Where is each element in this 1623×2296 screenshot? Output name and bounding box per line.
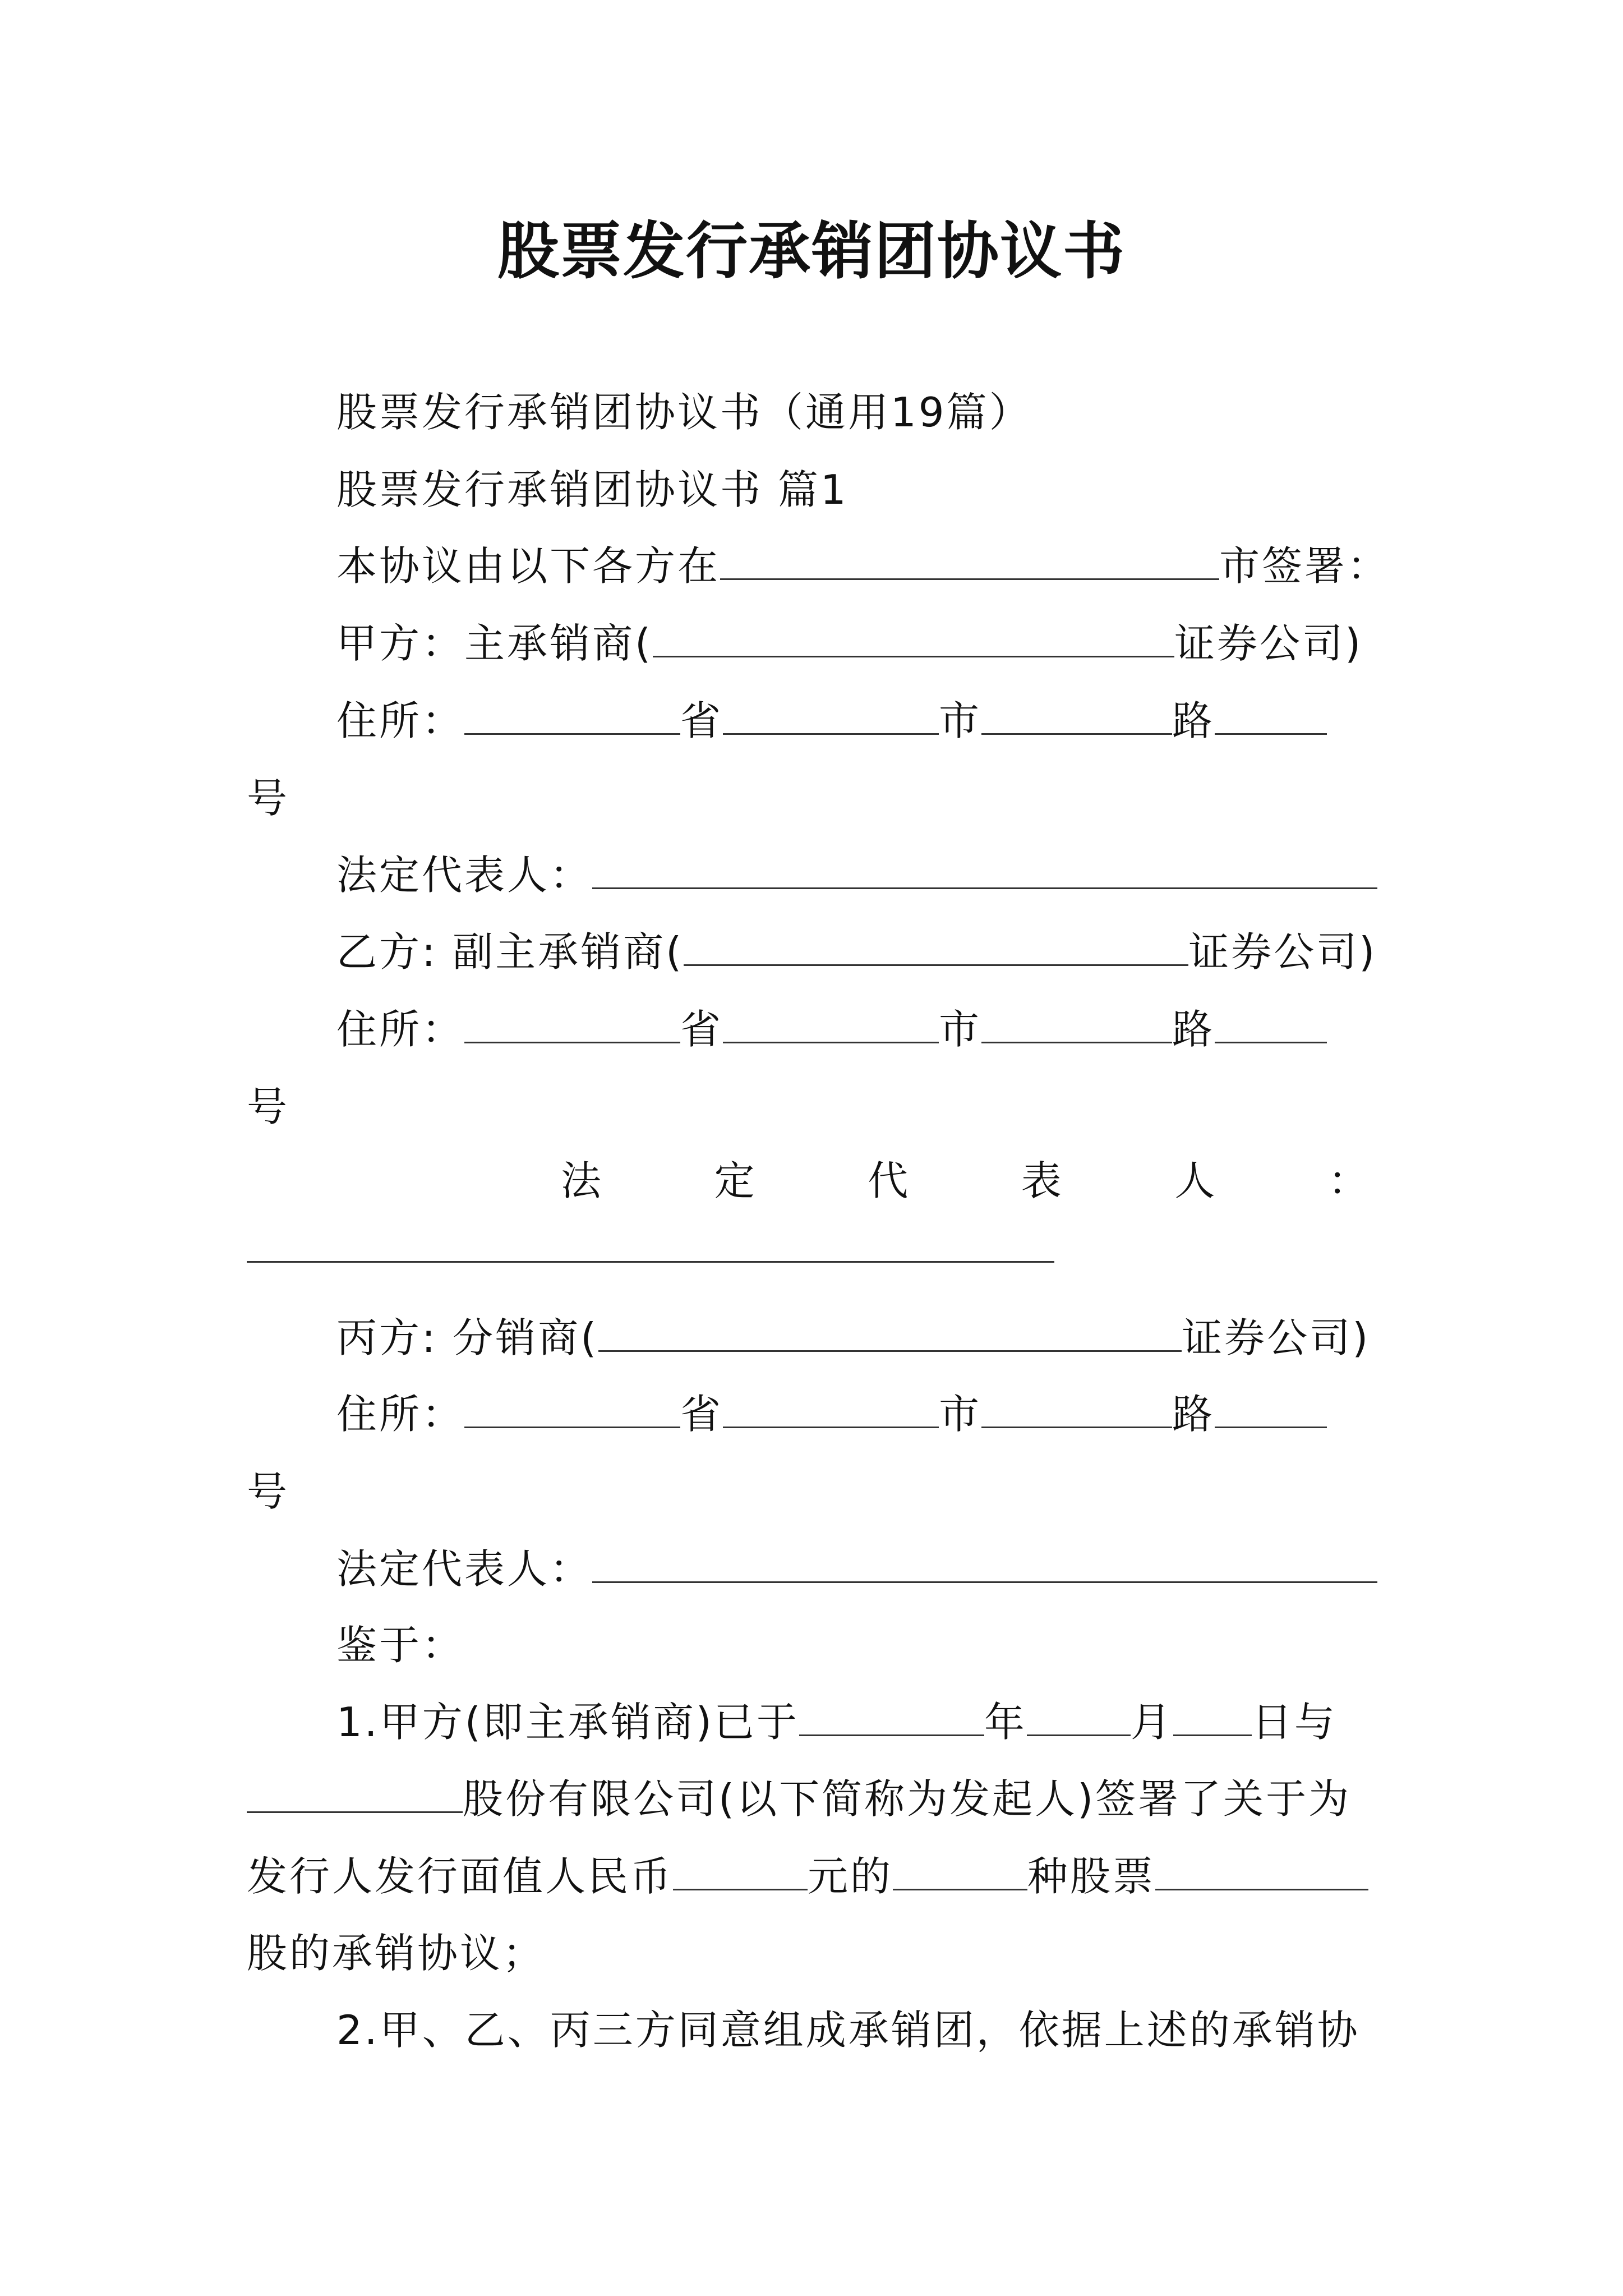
- road-label: 路: [1172, 697, 1215, 744]
- province-label: 省: [680, 1391, 723, 1438]
- legal-rep-blank: [592, 1548, 1377, 1583]
- city-label: 市: [939, 697, 982, 744]
- address-label: 住所：: [336, 697, 465, 744]
- party-b-address-line: [336, 1004, 1327, 1055]
- legal-rep-blank: [592, 854, 1377, 889]
- day-blank: [1173, 1701, 1252, 1736]
- company-name-blank: [247, 1778, 463, 1813]
- road-label: 路: [1172, 1006, 1215, 1053]
- party-c-address-line: [336, 1389, 1327, 1439]
- clause-1-text: 发行人发行面值人民币: [247, 1853, 674, 1900]
- party-a-line: [336, 618, 1363, 669]
- number-blank: [1215, 1008, 1327, 1043]
- signing-city-blank: [720, 545, 1219, 580]
- party-c-line: [336, 1313, 1370, 1363]
- party-c-number-label: 号: [247, 1468, 290, 1515]
- party-b-label: 乙方: 副主承销商(: [336, 928, 684, 976]
- province-blank: [464, 700, 680, 735]
- city-label: 市: [939, 1006, 982, 1053]
- city-blank: [723, 1393, 939, 1428]
- share-count-blank: [1155, 1855, 1368, 1890]
- spread-char: ：: [1327, 1157, 1368, 1204]
- number-blank: [1215, 700, 1327, 735]
- province-blank: [464, 1393, 680, 1428]
- party-c-label: 丙方: 分销商(: [336, 1314, 599, 1361]
- party-b-suffix: 证券公司): [1188, 928, 1377, 976]
- par-value-blank: [673, 1855, 808, 1890]
- document-subtitle: 股票发行承销团协议书（通用19篇）: [336, 389, 1032, 436]
- party-c-legal-rep-line: [336, 1544, 1377, 1594]
- province-label: 省: [680, 697, 723, 744]
- city-blank: [723, 1008, 939, 1043]
- spread-char: 法: [561, 1157, 602, 1204]
- legal-rep-label: 法定代表人：: [336, 1545, 593, 1593]
- document-title: 股票发行承销团协议书: [497, 215, 1126, 287]
- month-label: 月: [1130, 1699, 1173, 1746]
- clause-1-text: 种股票: [1027, 1853, 1156, 1900]
- clause-1-line-2: [247, 1774, 1351, 1824]
- clause-1-line-3: [247, 1851, 1368, 1902]
- party-a-label: 甲方：主承销商(: [336, 620, 653, 667]
- party-a-legal-rep-line: [336, 850, 1377, 900]
- road-label: 路: [1172, 1391, 1215, 1438]
- party-a-name-blank: [653, 622, 1174, 657]
- clause-1-text: 1.甲方(即主承销商)已于: [336, 1699, 799, 1746]
- spread-char: 人: [1174, 1157, 1215, 1204]
- party-b-name-blank: [684, 931, 1188, 966]
- party-b-number-label: 号: [247, 1083, 290, 1130]
- legal-rep-label: 法定代表人：: [336, 852, 593, 899]
- road-blank: [981, 1393, 1172, 1428]
- road-blank: [981, 1008, 1172, 1043]
- share-type-blank: [893, 1855, 1027, 1890]
- spread-char: 表: [1021, 1157, 1062, 1204]
- signing-post: 市签署：: [1219, 542, 1390, 590]
- address-label: 住所：: [336, 1391, 465, 1438]
- party-b-legal-rep-spread: [561, 1156, 1368, 1206]
- clause-1-text: 元的: [808, 1853, 893, 1900]
- party-a-number-label: 号: [247, 775, 290, 822]
- spread-char: 定: [714, 1157, 755, 1204]
- spread-char: 代: [868, 1157, 909, 1204]
- whereas-heading: 鉴于：: [336, 1622, 465, 1669]
- party-a-address-line: [336, 696, 1327, 746]
- party-c-name-blank: [598, 1317, 1182, 1352]
- signing-pre: 本协议由以下各方在: [336, 542, 721, 590]
- city-label: 市: [939, 1391, 982, 1438]
- clause-2-line-1: 2.甲、乙、丙三方同意组成承销团，依据上述的承销协: [336, 2007, 1360, 2054]
- day-label: 日与: [1251, 1699, 1337, 1746]
- clause-1-line-1: [336, 1697, 1337, 1747]
- party-a-suffix: 证券公司): [1174, 620, 1363, 667]
- address-label: 住所：: [336, 1006, 465, 1053]
- road-blank: [981, 700, 1172, 735]
- signing-line: [336, 541, 1390, 591]
- year-label: 年: [984, 1699, 1027, 1746]
- clause-1-text: 股份有限公司(以下简称为发起人)签署了关于为: [463, 1775, 1352, 1823]
- number-blank: [1215, 1393, 1327, 1428]
- party-c-suffix: 证券公司): [1182, 1314, 1371, 1361]
- clause-1-line-4: 股的承销协议；: [247, 1930, 546, 1977]
- province-blank: [464, 1008, 680, 1043]
- month-blank: [1027, 1701, 1131, 1736]
- chapter-heading: 股票发行承销团协议书 篇1: [336, 466, 849, 513]
- year-blank: [799, 1701, 984, 1736]
- city-blank: [723, 700, 939, 735]
- party-b-legal-rep-blank: [247, 1261, 1054, 1263]
- province-label: 省: [680, 1006, 723, 1053]
- party-b-line: [336, 927, 1377, 977]
